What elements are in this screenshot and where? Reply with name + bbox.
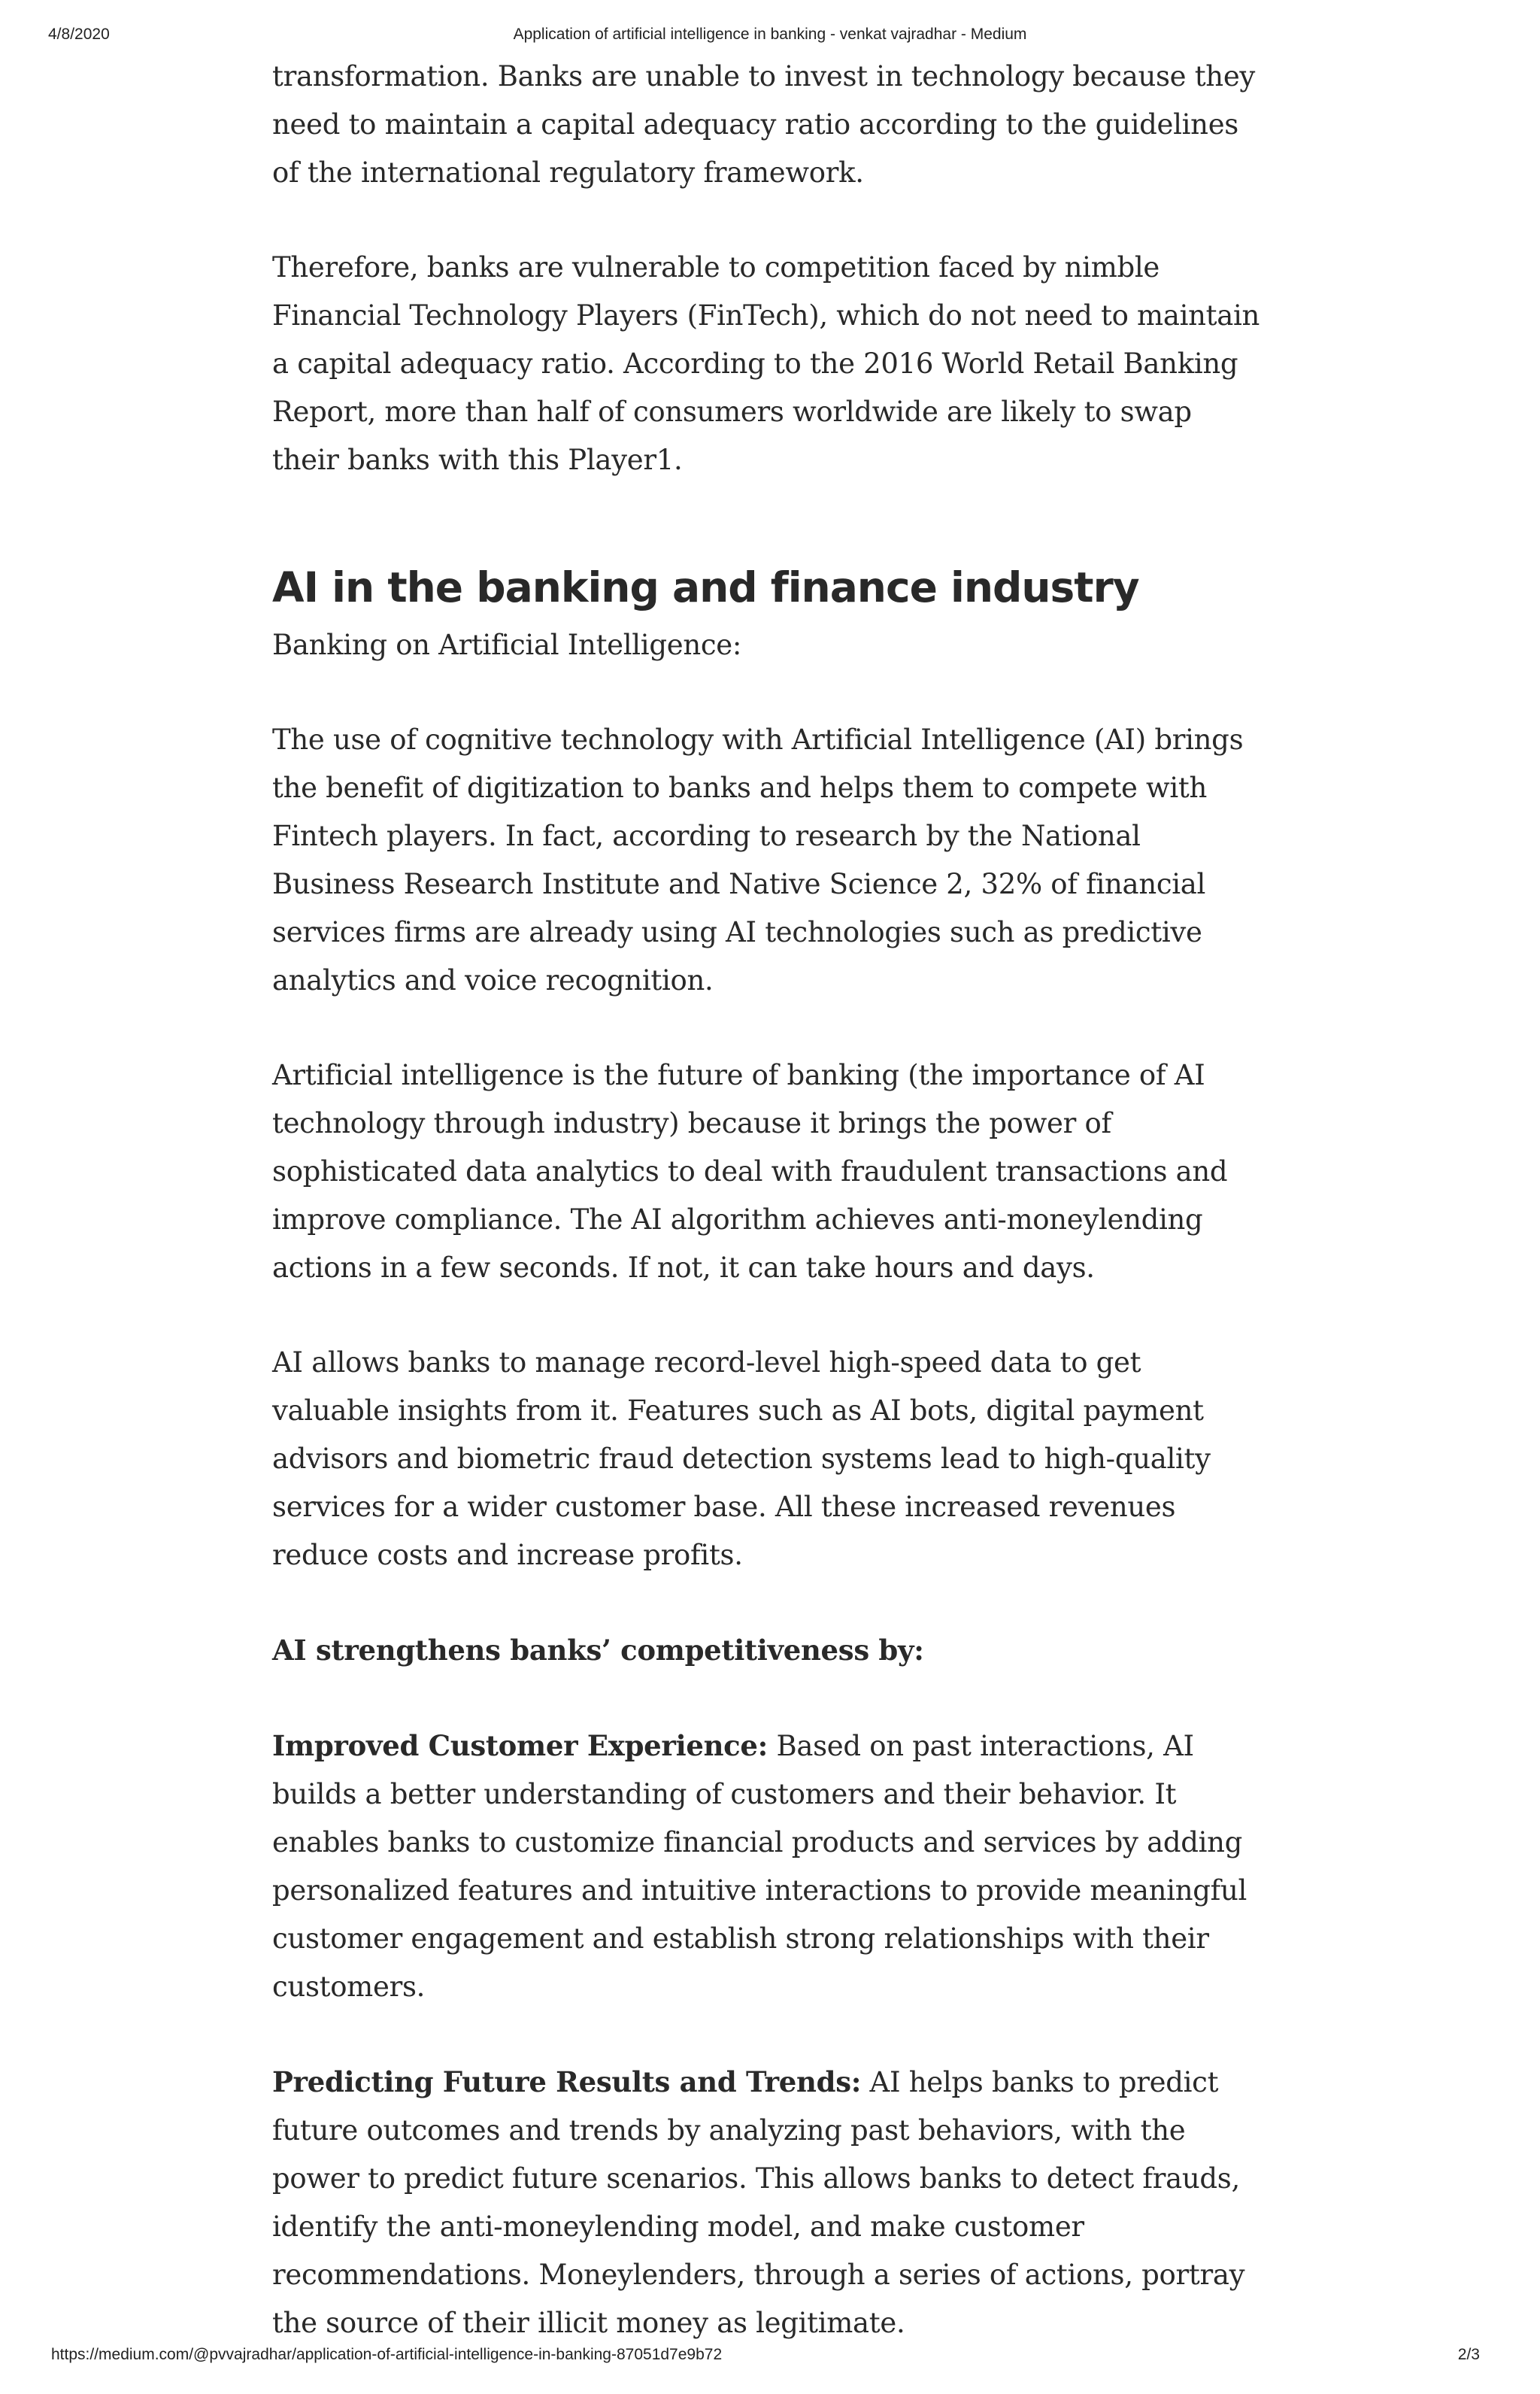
point-text: Based on past interactions, AI builds a better understanding of customers and their behavior. It enables banks to customize financial products and services by adding personalized features and intuitive interactions to provide meaningful customer engagement and establish strong relationships with their customers. [272,1730,1247,2003]
print-date: 4/8/2020 [48,26,110,43]
print-page-number: 2/3 [1457,2346,1480,2363]
point-text: AI helps banks to predict future outcomes and trends by analyzing past behaviors, with the power to predict future scenarios. This allows banks to detect frauds, identify the anti-moneylending model, and make customer recommendations. Moneylenders, through a series of actions, portray the source of their illicit money as legitimate. [272,2066,1245,2339]
article-paragraph: The use of cognitive technology with Artificial Intelligence (AI) brings the benefit of digitization to banks and helps them to compete with Fintech players. In fact, according to research by the National Business Research Institute and Native Science 2, 32% of financial services firms are already using AI technologies such as predictive analytics and voice recognition. [272,724,1244,997]
point-paragraph [272,2058,1265,2347]
section-heading: AI in the banking and finance industry [272,563,1139,611]
article-paragraph: transformation. Banks are unable to invest in technology because they need to maintain a capital adequacy ratio according to the guidelines of the international regulatory framework. [272,60,1256,189]
competitiveness-heading-text: AI strengthens banks’ competitiveness by: [272,1634,924,1667]
point-paragraph [272,1722,1265,2011]
point-label: Improved Customer Experience: [272,1729,768,1762]
article-paragraph: Artificial intelligence is the future of banking (the importance of AI technology through industry) because it brings the power of sophisticated data analytics to deal with fraudulent transactions and improve compliance. The AI algorithm achieves anti-moneylending actions in a few seconds. If not, it can take hours and days. [272,1059,1228,1284]
print-page-title: Application of artificial intelligence in banking - venkat vajradhar - Medium [513,26,1027,43]
competitiveness-heading [272,1626,1265,1675]
point-label: Predicting Future Results and Trends: [272,2065,862,2098]
article-paragraph: Therefore, banks are vulnerable to competition faced by nimble Financial Technology Players (FinTech), which do not need to maintain a capital adequacy ratio. According to the 2016 World Retail Banking Report, more than half of consumers worldwide are likely to swap their banks with this Player1. [272,251,1260,476]
article-body [272,53,1265,2394]
print-footer [0,2346,1540,2368]
section-subheading: Banking on Artificial Intelligence: [272,629,742,661]
print-url: https://medium.com/@pvvajradhar/application-of-artificial-intelligence-in-banking-87051d7e9b72 [51,2346,723,2363]
article-paragraph: AI allows banks to manage record-level high-speed data to get valuable insights from it. Features such as AI bots, digital payment advisors and biometric fraud detection systems lead to high-quality services for a wider customer base. All these increased revenues reduce costs and increase profits. [272,1346,1211,1571]
print-header [0,26,1540,48]
